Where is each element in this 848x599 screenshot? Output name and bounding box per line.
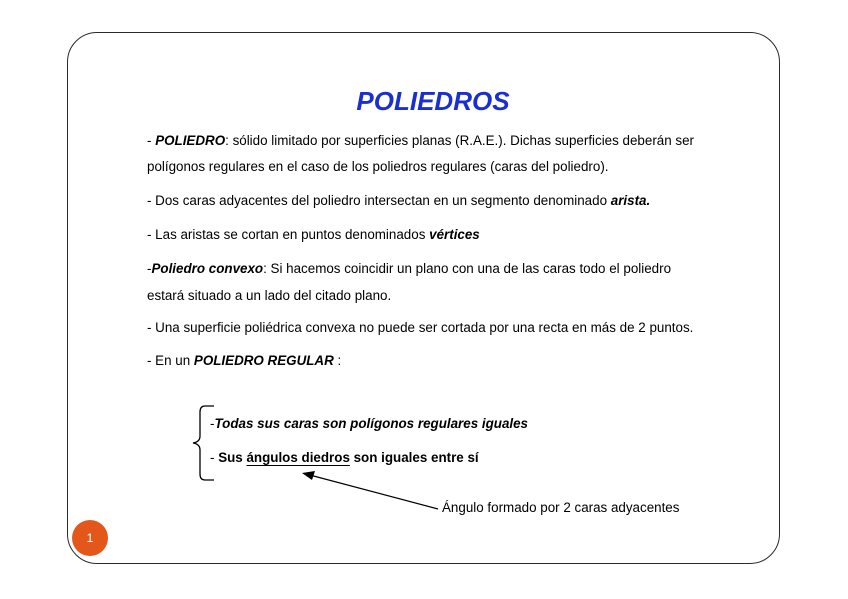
regular-text: - En un [147, 353, 194, 368]
page-number-badge: 1 [72, 520, 108, 556]
definition-term: POLIEDRO [155, 133, 226, 148]
convexo-text-1: : Si hacemos coincidir un plano con una de las caras todo el poliedro [263, 261, 672, 276]
vertices-text: - Las aristas se cortan en puntos denominados [147, 227, 430, 242]
condition-2-underlined: ángulos diedros [246, 450, 350, 465]
condition-1-text: Todas sus caras son polígonos regulares iguales [214, 416, 529, 431]
definition-line-2: polígonos regulares en el caso de los poliedros regulares (caras del poliedro). [147, 159, 609, 174]
annotation-arrow-head [302, 471, 315, 480]
arista-term: arista. [610, 193, 651, 208]
angle-annotation: Ángulo formado por 2 caras adyacentes [442, 500, 680, 515]
definition-dash: - [147, 133, 156, 148]
curly-brace [193, 406, 214, 480]
annotation-arrow-line [306, 474, 438, 509]
convexo-term: Poliedro convexo [151, 261, 264, 276]
arista-text: - Dos caras adyacentes del poliedro intersectan en un segmento denominado [147, 193, 611, 208]
regular-suffix: : [333, 353, 342, 368]
condition-1-dash: - [210, 416, 215, 431]
convexo-dash: - [147, 261, 152, 276]
superficie-line: - Una superficie poliédrica convexa no puede ser cortada por una recta en más de 2 puntos. [147, 320, 694, 335]
slide-title: POLIEDROS [356, 86, 510, 116]
regular-term: POLIEDRO REGULAR [193, 353, 334, 368]
condition-2-dash: - [210, 450, 219, 465]
vertices-term: vértices [429, 227, 480, 242]
condition-2-pre: Sus [218, 450, 247, 465]
definition-text-1: : sólido limitado por superficies planas (R.A.E.). Dichas superficies deberán ser [225, 133, 695, 148]
convexo-line-2: estará situado a un lado del citado plano. [147, 288, 392, 303]
condition-2-post: son iguales entre sí [349, 450, 479, 465]
